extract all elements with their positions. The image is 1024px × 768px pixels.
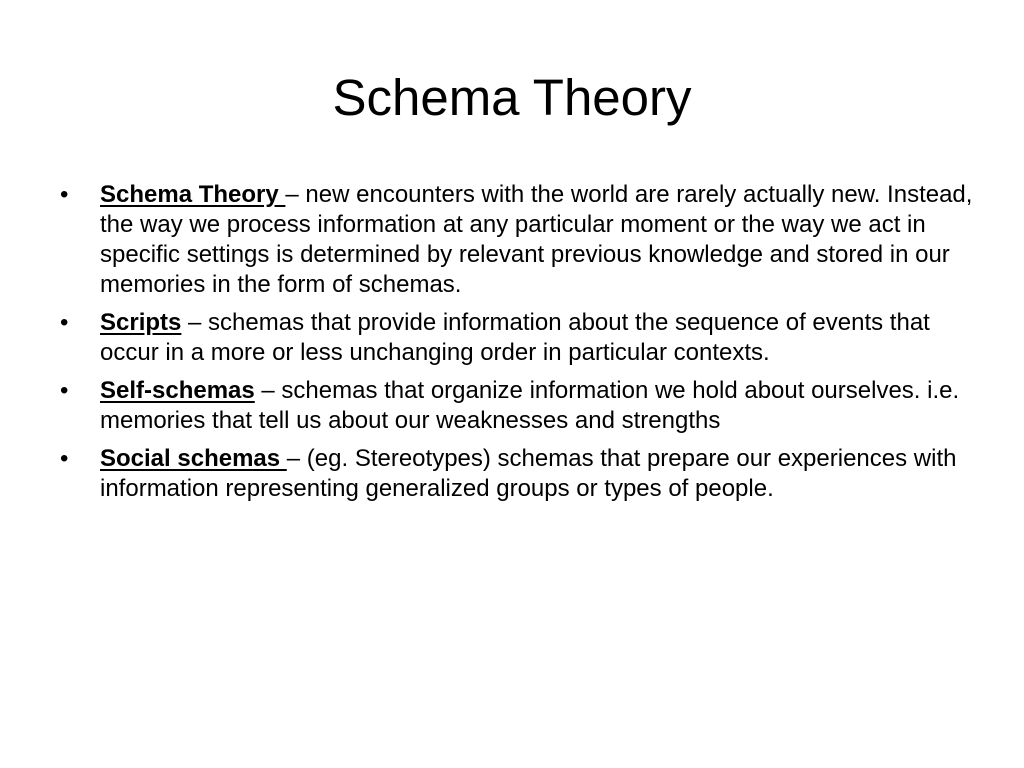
bullet-icon: • xyxy=(60,445,69,472)
bullet-item-social-schemas xyxy=(60,444,980,504)
bullet-term: Social schemas xyxy=(100,445,287,472)
bullet-icon: • xyxy=(60,377,69,404)
slide-title: Schema Theory xyxy=(332,69,692,126)
bullet-text: – schemas that organize information we hold about ourselves. i.e. memories that tell us about our weaknesses and strengths xyxy=(100,377,960,434)
bullet-icon: • xyxy=(60,309,69,336)
bullet-item-self-schemas xyxy=(60,376,980,436)
bullet-item-scripts xyxy=(60,308,980,368)
bullet-list xyxy=(60,180,980,512)
bullet-text: – new encounters with the world are rarely actually new. Instead, the way we process information at any particular moment or the way we act in specific settings is determined by relevant previous knowledge and stored in our memories in the form of schemas. xyxy=(100,181,973,298)
bullet-term: Scripts xyxy=(100,309,182,336)
bullet-icon: • xyxy=(60,181,69,208)
bullet-text: – (eg. Stereotypes) schemas that prepare our experiences with information representing generalized groups or types of people. xyxy=(100,445,957,502)
bullet-text: – schemas that provide information about the sequence of events that occur in a more or less unchanging order in particular contexts. xyxy=(100,309,930,366)
bullet-term: Self-schemas xyxy=(100,377,255,404)
bullet-term: Schema Theory xyxy=(100,181,286,208)
bullet-item-schema-theory xyxy=(60,180,980,300)
